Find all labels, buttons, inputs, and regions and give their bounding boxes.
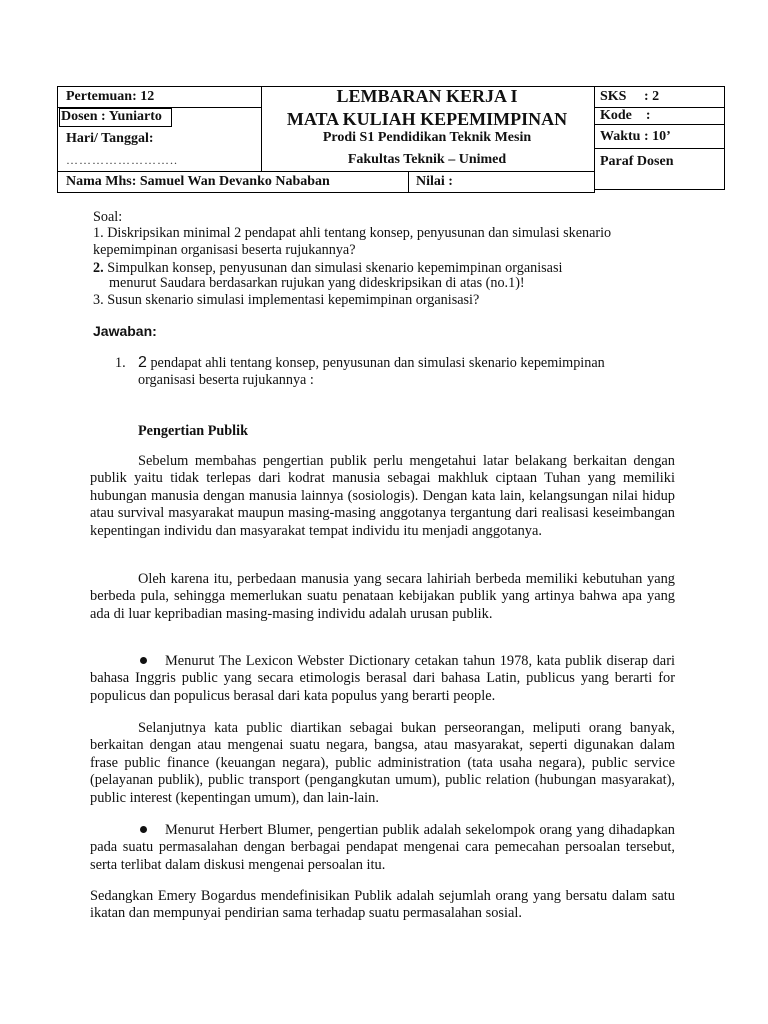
- nilai-label: Nilai :: [416, 174, 453, 189]
- paragraph-3: [90, 653, 675, 705]
- student-name-label: Nama Mhs: Samuel Wan Devanko Nababan: [66, 174, 330, 189]
- divider: [594, 124, 725, 125]
- prodi-label: Prodi S1 Pendidikan Teknik Mesin: [322, 130, 532, 145]
- divider: [57, 171, 595, 172]
- sks-label: SKS : 2: [600, 89, 660, 104]
- question-1-line2: kepemimpinan organisasi beserta rujukannya?: [93, 242, 356, 258]
- pertemuan-label: Pertemuan: 12: [66, 89, 155, 104]
- answer-item-count: 2: [138, 354, 147, 371]
- paragraph-5: [90, 822, 675, 874]
- course-title: MATA KULIAH KEPEMIMPINAN: [286, 109, 568, 129]
- divider: [594, 148, 725, 149]
- bullet-icon: [140, 657, 147, 664]
- fakultas-label: Fakultas Teknik – Unimed: [347, 152, 507, 167]
- paragraph-4: Selanjutnya kata public diartikan sebagai bukan perseorangan, meliputi orang banyak, berkaitan dengan atau mengenai suatu negara, bangsa, atau masyarakat, seperti digunakan dalam frase public finance (keuangan negara), public administration (tata usaha negara), public service (pelayanan publik), public transport (pengangkutan umum), public relation (hubungan masyarakat), public interest (kepentingan umum), dan lain-lain.: [90, 720, 675, 806]
- paragraph-2: Oleh karena itu, perbedaan manusia yang secara lahiriah berbeda memiliki kebutuhan yang berbeda pula, sehingga memerlukan suatu penataan kebijakan publik yang artinya bahwa apa yang ada di luar kepribadian masing-masing individu adalah urusan publik.: [90, 571, 675, 622]
- paragraph-5-text: Menurut Herbert Blumer, pengertian publik adalah sekelompok orang yang dihadapkan pada suatu permasalahan dengan berbagai pendapat mengenai cara pemecahan persoalan tersebut, serta terlibat dalam diskusi mengenai persoalan itu.: [90, 822, 675, 873]
- paraf-dosen-label: Paraf Dosen: [600, 154, 674, 169]
- kode-label: Kode :: [600, 108, 651, 123]
- jawaban-heading: Jawaban:: [93, 323, 157, 339]
- answer-item-text: pendapat ahli tentang konsep, penyusunan dan simulasi skenario kepemimpinan: [146, 355, 605, 371]
- hari-tanggal-blank: ……………………..: [66, 153, 178, 167]
- question-1-line1: 1. Diskripsikan minimal 2 pendapat ahli tentang konsep, penyusunan dan simulasi skenario: [93, 225, 612, 241]
- paragraph-1: Sebelum membahas pengertian publik perlu mengetahui latar belakang berkaitan dengan publik yaitu tidak terlepas dari kodrat manusia sebagai makhluk ciptaan Tuhan yang memiliki hubungan manusia dengan manusia lainnya (sosiologis). Dengan kata lain, kelangsungan nilai hidup atau survival masyarakat maupun masing-masing anggotanya tergantung dari realisasi keseimbangan kepentingan individu dan masyarakat tempat individu itu menjadi anggotanya.: [90, 453, 675, 539]
- waktu-label: Waktu : 10’: [600, 129, 671, 144]
- question-2-number: 2.: [93, 260, 104, 276]
- divider: [408, 171, 409, 193]
- answer-item-number: 1.: [115, 355, 126, 371]
- answer-item-line1: [138, 355, 605, 371]
- paragraph-6: Sedangkan Emery Bogardus mendefinisikan Publik adalah sejumlah orang yang bersatu dalam satu ikatan dan mempunyai pendirian sama terhadap suatu permasalahan sosial.: [90, 888, 675, 922]
- hari-tanggal-label: Hari/ Tanggal:: [66, 131, 154, 146]
- paragraph-3-text: Menurut The Lexicon Webster Dictionary cetakan tahun 1978, kata publik diserap dari bahasa Inggris public yang secara etimologis berasal dari bahasa Latin, publicus yang berarti for populicus dan populicus berasal dari kata populus yang berarti people.: [90, 653, 675, 704]
- worksheet-title: LEMBARAN KERJA I: [336, 86, 518, 106]
- question-2-line1: [93, 260, 562, 276]
- question-2-line2: menurut Saudara berdasarkan rujukan yang dideskripsikan di atas (no.1)!: [109, 275, 525, 291]
- question-3: 3. Susun skenario simulasi implementasi kepemimpinan organisasi?: [93, 292, 480, 308]
- answer-item-line2: organisasi beserta rujukannya :: [138, 372, 314, 388]
- soal-heading: Soal:: [93, 209, 123, 225]
- dosen-label: Dosen : Yuniarto: [61, 109, 162, 124]
- bullet-icon: [140, 826, 147, 833]
- question-2-text: Simpulkan konsep, penyusunan dan simulasi skenario kepemimpinan organisasi: [103, 260, 563, 276]
- section-title: Pengertian Publik: [138, 423, 248, 439]
